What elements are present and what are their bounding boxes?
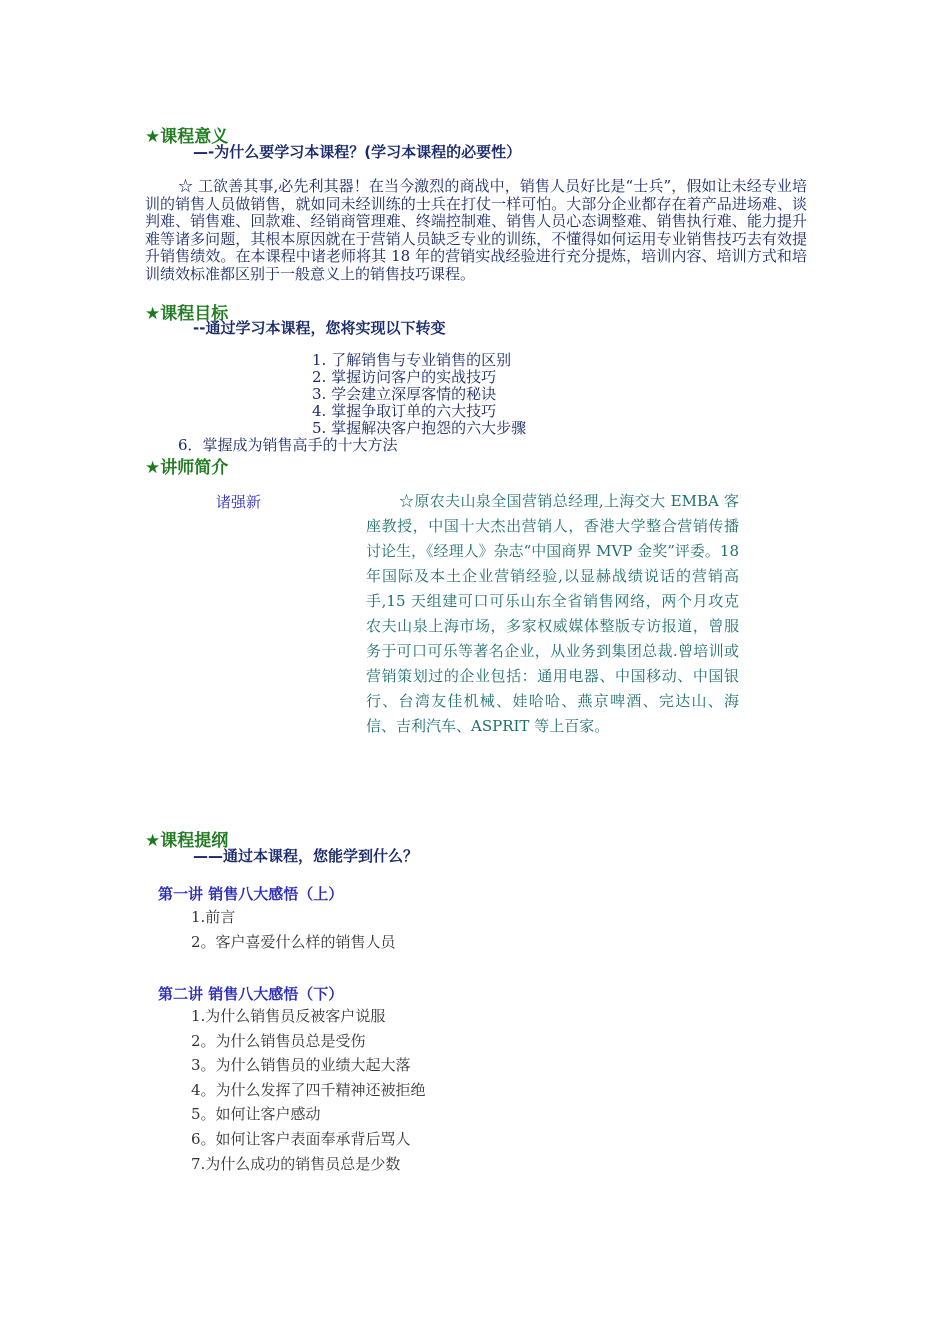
goals-list <box>312 352 526 437</box>
section-subtitle-goals: --通过学习本课程，您将实现以下转变 <box>193 319 446 337</box>
list-item: 2。为什么销售员总是受伤 <box>191 1031 366 1050</box>
list-item: 5. 掌握解决客户抱怨的六大步骤 <box>312 419 527 437</box>
list-item: 3。为什么销售员的业绩大起大落 <box>191 1056 411 1075</box>
list-item: 4. 掌握争取订单的六大技巧 <box>312 402 497 420</box>
section-heading-meaning: ★课程意义 <box>145 127 229 147</box>
lecture-2-title: 第二讲 销售八大感悟（下） <box>158 985 344 1003</box>
section-heading-instructor: ★讲师简介 <box>145 458 229 478</box>
list-item: 1. 了解销售与专业销售的区别 <box>312 351 512 369</box>
instructor-name: 诸强新 <box>216 493 262 511</box>
section-heading-goals: ★课程目标 <box>145 304 229 324</box>
list-item: 4。为什么发挥了四千精神还被拒绝 <box>191 1080 426 1099</box>
meaning-paragraph: ☆ 工欲善其事,必先利其器！在当今激烈的商战中，销售人员好比是“士兵”，假如让未经专业培训的销售人员做销售，就如同未经训练的士兵在打仗一样可怕。大部分企业都存在着产品进场难、谈判难、销售难、回款难、经销商管理难、终端控制难、销售人员心态调整难、销售执行难、能力提升难等诸多问题，其根本原因就在于营销人员缺乏专业的训练，不懂得如何运用专业销售技巧去有效提升销售绩效。在本课程中诸老师将其 18 年的营销实战经验进行充分提炼，培训内容、培训方式和培训绩效标准都区别于一般意义上的销售技巧课程。 <box>145 177 807 283</box>
list-item: 2. 掌握访问客户的实战技巧 <box>312 368 497 386</box>
list-item: 6。如何让客户表面奉承背后骂人 <box>191 1129 411 1148</box>
list-item: 7.为什么成功的销售员总是少数 <box>191 1154 401 1173</box>
lecture-2-list <box>191 1004 426 1176</box>
lecture-1-list <box>191 905 396 954</box>
section-heading-outline: ★课程提纲 <box>145 831 229 851</box>
section-subtitle-meaning: —-为什么要学习本课程？(学习本课程的必要性） <box>193 143 522 161</box>
lecture-1-title: 第一讲 销售八大感悟（上） <box>158 885 344 903</box>
goal-item-6: 6．掌握成为销售高手的十大方法 <box>178 436 398 454</box>
list-item: 2。客户喜爱什么样的销售人员 <box>191 932 396 951</box>
section-subtitle-outline: ——通过本课程，您能学到什么？ <box>193 847 419 865</box>
list-item: 3. 学会建立深厚客情的秘诀 <box>312 385 497 403</box>
instructor-bio: ☆原农夫山泉全国营销总经理,上海交大 EMBA 客座教授，中国十大杰出营销人，香港大学整合营销传播讨论生，《经理人》杂志“中国商界 MVP 金奖”评委。18 年国际及本土企业营销经验,以显赫战绩说话的营销高手,15 天组建可口可乐山东全省销售网络，两个月攻克农夫山泉上海市场，多家权威媒体整版专访报道，曾服务于可口可乐等著名企业，从业务到集团总裁.曾培训或营销策划过的企业包括：通用电器、中国移动、中国银行、台湾友佳机械、娃哈哈、燕京啤酒、完达山、海信、吉利汽车、ASPRIT 等上百家。 <box>366 492 739 735</box>
list-item: 1.前言 <box>191 908 236 926</box>
list-item: 1.为什么销售员反被客户说服 <box>191 1007 386 1025</box>
list-item: 5。如何让客户感动 <box>191 1105 321 1124</box>
